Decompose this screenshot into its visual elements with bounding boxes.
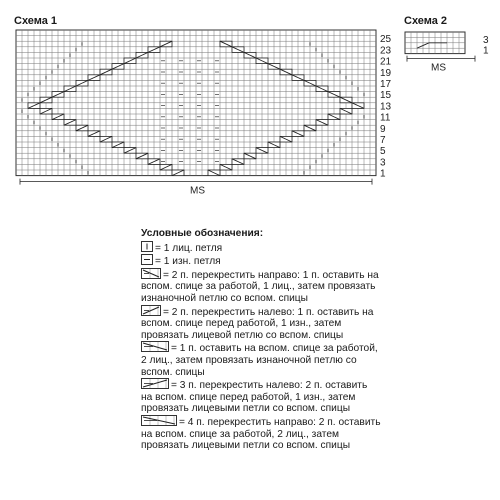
row-number-label: 1 [483, 45, 489, 57]
scheme-1-grid [16, 30, 376, 176]
row-number-label: 7 [380, 135, 386, 146]
row-number-label: 19 [380, 67, 392, 79]
row-number-label: 3 [380, 157, 386, 169]
ms-bracket [20, 179, 372, 185]
row-number-label: 15 [380, 90, 392, 102]
legend-item-text: = 2 п. перекрестить направо: 1 п. оставить на вспом. спице за работой, 1 лиц., затем провязать изнаночной петлю со вспом. спицы [141, 269, 379, 304]
legend-item-text: = 1 лиц. петля [155, 242, 223, 254]
ms-label: MS [431, 62, 446, 74]
cross-right-4-icon [141, 415, 177, 426]
legend-item [141, 415, 381, 452]
legend-item-text: = 3 п. перекрестить налево: 2 п. оставить на вспом. спице перед работой, 1 изн., затем провязать лицевыми петли со вспом. спицы [141, 380, 368, 415]
row-number-label: 11 [380, 112, 391, 124]
legend-items [141, 241, 381, 452]
row-number-label: 13 [380, 101, 392, 113]
legend-title: Условные обозначения: [141, 228, 264, 239]
scheme-2-chart [405, 32, 495, 72]
row-number-label: 1 [380, 168, 386, 180]
scheme-1-title: Схема 1 [14, 15, 58, 27]
row-number-label: 21 [380, 56, 392, 68]
scheme-2-title: Схема 2 [404, 15, 448, 27]
cross-left-3-icon [141, 378, 169, 389]
cross-right-3-icon [141, 341, 169, 352]
row-number-label: 3 [483, 34, 489, 46]
row-number-label: 17 [380, 79, 392, 90]
legend-item-text: = 1 п. оставить на вспом. спице за работой, 2 лиц., затем провязать изнаночной петлю со вспом. спицы [141, 343, 378, 378]
row-number-label: 23 [380, 45, 392, 57]
legend-item [141, 378, 381, 415]
row-number-label: 5 [380, 146, 386, 158]
row-number-label: 9 [380, 123, 386, 135]
cross-left-2-icon [141, 305, 161, 316]
ms-label: MS [190, 185, 205, 197]
knit-stitch-icon [141, 241, 153, 252]
legend-item-text: = 4 п. перекрестить направо: 2 п. оставить на вспом. спице за работой, 2 лиц., затем провязать лицевыми петли со вспом. спицы [141, 416, 381, 452]
legend-item-text: = 2 п. перекрестить налево: 1 п. оставить на вспом. спице перед работой, 1 изн., затем провязать лицевой петлю со вспом. спицы [141, 306, 374, 341]
legend [141, 228, 381, 452]
row-number-label: 25 [380, 34, 392, 46]
legend-item [141, 305, 381, 342]
legend-item [141, 268, 381, 305]
purl-stitch-icon [141, 254, 153, 265]
scheme-1-chart [16, 30, 396, 195]
legend-item [141, 341, 381, 378]
legend-item [141, 254, 381, 268]
cross-right-2-icon [141, 268, 161, 279]
legend-item-text: = 1 изн. петля [155, 256, 221, 268]
legend-item [141, 241, 381, 255]
